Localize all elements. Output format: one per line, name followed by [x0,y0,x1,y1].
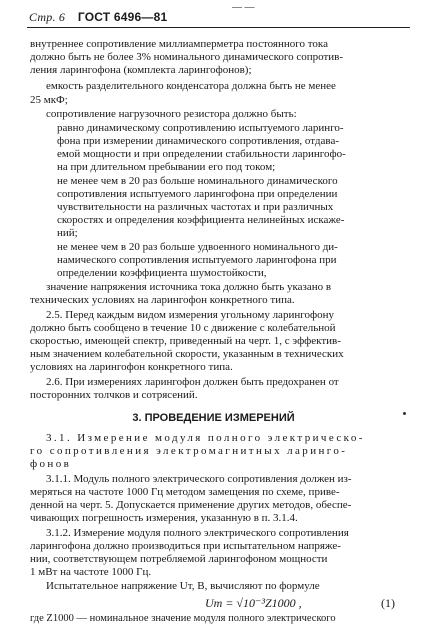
text-line: условиях на ларингофон конкретного типа. [30,361,233,373]
text-line: чивающих погрешность измерения, указанную в п. 3.1.4. [30,512,298,524]
text-line: равно динамическому сопротивлению испытуемого ларинго- [57,122,344,134]
top-mark: — — [232,2,255,13]
section-title: 3. ПРОВЕДЕНИЕ ИЗМЕРЕНИЙ [132,412,295,424]
page-header [29,10,167,25]
text-line: 3.1.1. Модуль полного электрического сопротивления должен из- [46,473,352,485]
header-rule [27,27,410,28]
text-line: скоростью, имеющей спектр, приведенный на черт. 1, с эффектив- [30,335,341,347]
standard-number: ГОСТ 6496—81 [77,10,168,24]
text-line: не менее чем в 20 раз больше номинального динамического [57,175,338,187]
text-line: фона при измерении динамического сопротивления, отдава- [57,135,339,147]
text-line: должно быть не более 3% номинального динамического сопротив- [30,51,344,63]
subsection-heading: фонов [30,458,72,470]
text-line: технических условиях на ларингофон конкретного типа. [30,294,295,306]
text-line: 2.5. Перед каждым видом измерения угольному ларингофону [46,309,334,321]
text-line: значение напряжения источника тока должно быть указано в [46,281,332,293]
text-line: 25 мкФ; [30,94,68,106]
text-line: 3.1.2. Измерение модуля полного электрического сопротивления [46,527,349,539]
page-label: Стр. 6 [29,10,66,24]
text-line: чувствительности на различных частотах и при различных [57,201,334,213]
text-line: ления ларингофона (комплекта ларингофонов); [30,64,252,76]
margin-dot [403,412,406,415]
text-line: намического сопротивления испытуемого ларингофона при [57,254,337,266]
equation-number: (1) [381,596,395,610]
text-line: емой мощности и при определении стабильности ларингофо- [57,148,346,160]
text-line: не менее чем в 20 раз больше удвоенного номинального ди- [57,241,338,253]
text-line: денной на черт. 5. Допускается применение других методов, обеспе- [30,499,352,511]
text-line: Испытательное напряжение Uт, В, вычисляют по формуле [46,580,320,592]
text-line: 2.6. При измерениях ларингофон должен быть предохранен от [46,376,339,388]
text-line: ларингофона должно производиться при испытательном напряже- [30,540,341,552]
formula: Uт = √10⁻³Z1000 , [205,596,302,610]
text-line: сопротивление нагрузочного резистора должно быть: [46,108,297,120]
text-line: меряться на частоте 1000 Гц методом замещения по схеме, приве- [30,486,340,498]
text-line: емкость разделительного конденсатора должна быть не менее [46,80,336,92]
text-line: посторонних толчков и сотрясений. [30,389,198,401]
text-line: сопротивления испытуемого ларингофона при определении [57,188,338,200]
text-line: ний; [57,227,78,239]
text-line: должно быть сообщено в течение 10 с движение с колебательной [30,322,336,334]
text-line: на при длительном пребывании его под током; [57,161,276,173]
subsection-heading: 3.1. Измерение модуля полного электрическо- [46,432,365,444]
text-line: скоростях и определения коэффициента нелинейных искаже- [57,214,345,226]
subsection-heading: го сопротивления электромагнитных ларинго- [30,445,348,457]
text-line: нии, соответствующем потребляемой ларингофоном мощности [30,553,328,565]
where-line: где Z1000 — номинальное значение модуля полного электрического [30,613,336,624]
text-line: внутреннее сопротивление миллиамперметра постоянного тока [30,38,328,50]
text-line: 1 мВт на частоте 1000 Гц. [30,566,152,578]
text-line: определении коэффициента шумостойкости, [57,267,267,279]
text-line: ным значением колебательной скорости, указанным в технических [30,348,344,360]
